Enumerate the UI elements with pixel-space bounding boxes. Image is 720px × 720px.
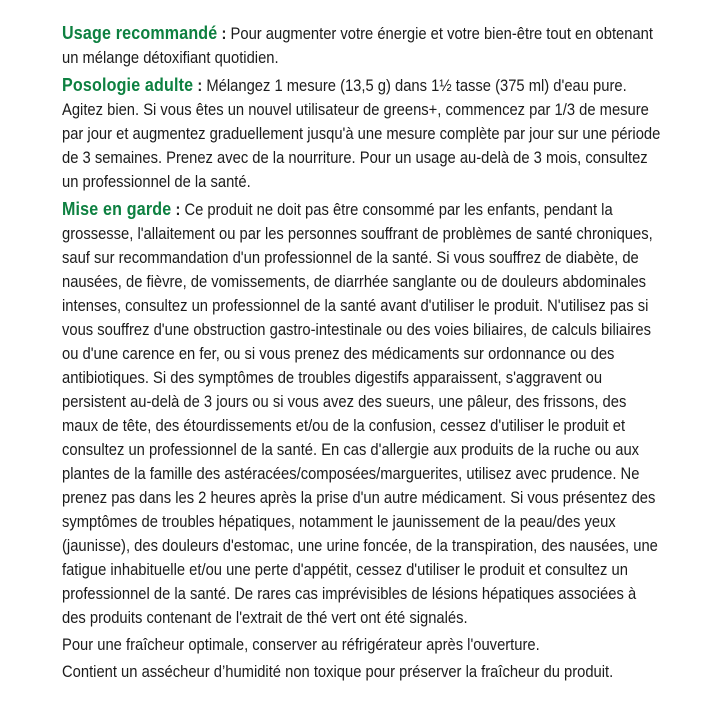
usage-recommande-body: Pour augmenter votre énergie et votre bien-être tout en obtenant un mélange détoxifiant quotidien. [62,24,653,67]
storage-note: Pour une fraîcheur optimale, conserver au réfrigérateur après l'ouverture. [62,635,540,654]
usage-recommande-heading: Usage recommandé [62,22,218,43]
posologie-adulte-body: Mélangez 1 mesure (13,5 g) dans 1½ tasse (375 ml) d'eau pure. Agitez bien. Si vous êtes un nouvel utilisateur de greens+, commencez par 1/3 de mesure par jour et augmentez graduellement jusqu'à une mesure complète par jour sur une période de 3 semaines. Prenez avec de la nourriture. Pour un usage au-delà de 3 mois, consultez un professionnel de la santé. [62,76,661,191]
mise-en-garde-heading: Mise en garde [62,198,172,219]
section-posologie-adulte [62,73,661,194]
mise-en-garde-body: Ce produit ne doit pas être consommé par les enfants, pendant la grossesse, l'allaitement ou par les personnes souffrant de problèmes de santé chroniques, sauf sur recommandation d'un professionnel de la santé. Si vous souffrez de diabète, de nausées, de fièvre, de vomissements, de diarrhée sanglante ou de douleurs abdominales intenses, consultez un professionnel de la santé avant d'utiliser le produit. N'utilisez pas si vous souffrez d'une obstruction gastro-intestinale ou des voies biliaires, de calculs biliaires ou d'une carence en fer, ou si vous prenez des médicaments sur ordonnance ou des antibiotiques. Si des symptômes de troubles digestifs apparaissent, s'aggravent ou persistent au-delà de 3 jours ou si vous avez des sueurs, une pâleur, des frissons, des maux de tête, des étourdissements et/ou de la confusion, cessez d'utiliser le produit et consultez un professionnel de la santé. En cas d'allergie aux produits de la ruche ou aux plantes de la famille des astéracées/composées/marguerites, utilisez avec prudence. Ne prenez pas dans les 2 heures après la prise d'un autre médicament. Si vous présentez des symptômes de troubles hépatiques, notamment le jaunissement de la peau/des yeux (jaunisse), des douleurs d'estomac, une urine foncée, de la transpiration, des nausées, une fatigue inhabituelle et/ou une perte d'appétit, cessez d'utiliser le produit et consultez un professionnel de la santé. De rares cas imprévisibles de lésions hépatiques associées à des produits contenant de l'extrait de thé vert ont été signalés. [62,200,658,627]
desiccant-note: Contient un assécheur d’humidité non toxique pour préserver la fraîcheur du produit. [62,662,614,681]
posologie-adulte-heading: Posologie adulte [62,74,194,95]
section-usage-recommande [62,21,661,70]
heading-colon: : [171,200,185,219]
section-mise-en-garde [62,197,661,630]
heading-colon: : [193,76,207,95]
heading-colon: : [217,24,231,43]
label-text-block [62,21,661,687]
